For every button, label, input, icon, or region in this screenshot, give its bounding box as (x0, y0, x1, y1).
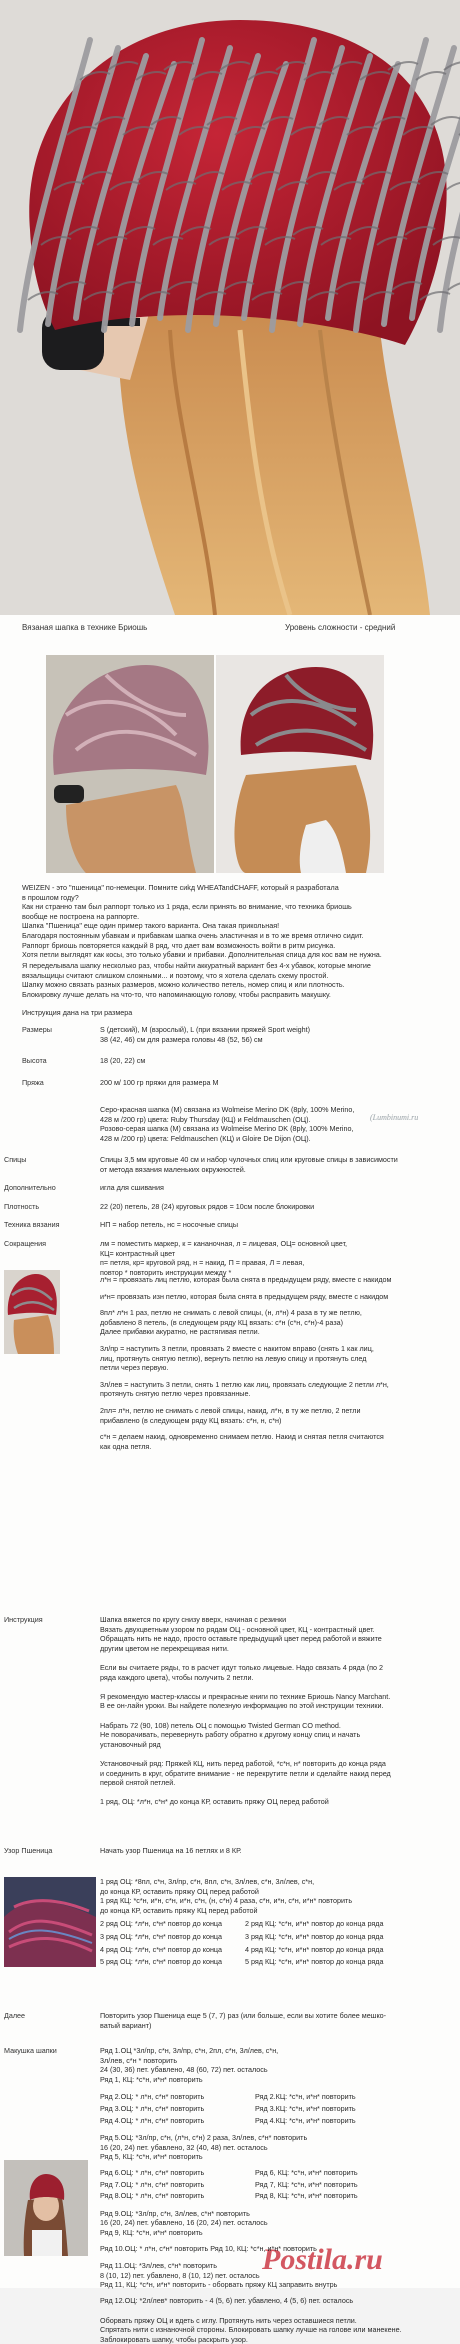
intro-line: вообще не построена на раппорте. (22, 911, 140, 921)
instr-line: первой снятой петлей. (100, 1778, 176, 1788)
instr-line: Если вы считаете ряды, то в расчет идут только лицевые. Надо связать 4 ряда (по 2 (100, 1663, 383, 1672)
hero-photo (0, 0, 460, 615)
instr-line: ряда каждого цвета), чтобы получить 2 петли. (100, 1672, 254, 1682)
instr-line: и соединить в круг, обратите внимание - не перекрутите петли и сделайте накид перед (100, 1768, 391, 1778)
hat-photo-illustration (0, 0, 460, 615)
abbrev-line: л*н = провязать лиц петлю, которая была снята в предыдущем ряду, вместе с накидом (100, 1275, 392, 1284)
photo-pattern-swatch (4, 1877, 96, 1967)
abbrev-line: петли через первую. (100, 1363, 169, 1373)
crown-line: Ряд 12.ОЦ: *2л/лев* повторить - 4 (5, 6) пет. убавлено, 4 (5, 6) пет. осталось (100, 2296, 354, 2305)
document-title: Вязаная шапка в технике Бриошь (22, 623, 148, 632)
abbrev-line: и*н= провязать изн петлю, которая была снята в предыдущем ряду, вместе с накидом (100, 1291, 389, 1301)
instr-line: Установочный ряд: Пряжей КЦ, нить перед работой, *с*н, н* повторить до конца ряда (100, 1759, 386, 1768)
intro-line: Шапка "Пшеница" еще один пример такого варианта. Она такая прикольная! (22, 921, 280, 931)
crown-line: 24 (30, 36) пет. убавлено, 48 (60, 72) пет. осталось (100, 2065, 268, 2075)
finish-line: Заблокировать шапку, чтобы раскрыть узор. (100, 2334, 248, 2344)
crown-line: Ряд 11, КЦ: *с*н, и*н* повторить - оборвать пряжу КЦ заправить внутрь (100, 2280, 338, 2290)
instr-line: В ее он-лайн уроки. Вы найдете полезную информацию по этой инструкции техники. (100, 1701, 384, 1711)
abbrev-line: 2пл= л*н, петлю не снимать с левой спицы, накид, л*н, в ту же петлю, 2 петли (100, 1406, 361, 1415)
spec-value: 22 (20) петель, 28 (24) круговых рядов = 10см после блокировки (100, 1201, 315, 1211)
pattern-row-kc: 2 ряд КЦ: *с*н, и*н* повтор до конца ряда (245, 1919, 384, 1929)
spec-value: 38 (42, 46) см для размера головы 48 (52, 56) см (100, 1034, 263, 1044)
crown-line: Ряд 9.ОЦ: *3л/пр, с*н, 3л/лев, с*н* повторить (100, 2208, 250, 2218)
abbrev-line: Далее прибавки акуратно, не растягивая петли. (100, 1327, 260, 1337)
crown-row-oc: Ряд 7.ОЦ: * л*н, с*н* повторить (100, 2179, 205, 2189)
sizes-intro: Инструкция дана на три размера (22, 1008, 133, 1017)
small-watermark: (Lumbinumi.ru (370, 1113, 419, 1122)
crown-line: 16 (20, 24) пет. убавлено, 16 (20, 24) пет. осталось (100, 2218, 268, 2228)
crown-line: 16 (20, 24) пет. убавлено, 32 (40, 48) пет. осталось (100, 2142, 268, 2152)
pattern-row-oc: 2 ряд ОЦ: *л*н, с*н* повтор до конца (100, 1919, 223, 1929)
yarn-line: Розово-серая шапка (M) связана из Wolmeise Merino DK (8ply, 100% Merino, (100, 1124, 354, 1134)
intro-line: Как ни странно там был раппорт только из 1 ряда, если принять во внимание, что техника бриошь (22, 902, 352, 912)
intro2-line: Я переделывала шапку несколько раз, чтобы найти аккуратный вариант без 4-х убавок, которые многие (22, 961, 371, 970)
crown-row-oc: Ряд 8.ОЦ: * л*н, с*н* повторить (100, 2191, 205, 2201)
spec-value: игла для сшивания (100, 1183, 164, 1193)
instr-line: Я рекомендую мастер-классы и прекрасные книги по технике Бриошь Nancy Marchant. (100, 1691, 391, 1701)
yarn-line: Серо-красная шапка (M) связана из Wolmeise Merino DK (8ply, 100% Merino, (100, 1105, 355, 1114)
crown-line: Ряд 11.ОЦ: *3л/лев, с*н* повторить (100, 2261, 217, 2271)
abbrev-line: 3л/пр = наступить 3 петли, провязать 2 вместе с накитом вправо (снять 1 как лиц, (100, 1344, 374, 1353)
difficulty-label: Уровень сложности - средний (285, 623, 396, 632)
spec-label: Спицы (4, 1155, 27, 1164)
crown-row-oc: Ряд 4.ОЦ: * л*н, с*н* повторить (100, 2115, 205, 2125)
spec-value: Спицы 3,5 мм круговые 40 см и набор чулочных спиц или круговые спицы в зависимости (100, 1155, 398, 1164)
pattern-row-oc: 3 ряд ОЦ: *л*н, с*н* повтор до конца (100, 1932, 223, 1941)
crown-line: Ряд 5, КЦ: *с*н, и*н* повторить (100, 2152, 203, 2162)
yarn-line: 428 м /200 гр) цвета: Ruby Thursday (КЦ) и Feldmauschen (ОЦ). (100, 1114, 311, 1124)
next-label: Далее (4, 2011, 26, 2020)
intro2-line: вязальщицы считают слишком сложными... и поэтому, что я хотела сделать схему простой. (22, 970, 329, 980)
yarn-line: 428 м /200 гр) цвета: Feldmauschen (КЦ) и Gloire De Dijon (ОЦ). (100, 1133, 311, 1143)
finish-line: Оборвать пряжу ОЦ и вдеть с иглу. Протянуть нить через оставшиеся петли. (100, 2315, 357, 2325)
abbrev-line: протянуть снятую петлю через провязанные. (100, 1389, 251, 1399)
pattern-line: 1 ряд ОЦ: *8пл, с*н, 3л/пр, с*н, 8пл, с*н, 3л/лев, с*н, 3л/лев, с*н, (100, 1877, 315, 1886)
pattern-line: до конца КР, оставить пряжу ОЦ перед работой (100, 1886, 259, 1896)
crown-line: 3л/лев, с*н * повторить (100, 2055, 178, 2065)
pattern-label: Узор Пшеница (4, 1846, 53, 1855)
pattern-row-oc: 4 ряд ОЦ: *л*н, с*н* повтор до конца (100, 1944, 223, 1954)
crown-line: Ряд 10.ОЦ: * л*н, с*н* повторить Ряд 10, КЦ: *с*н, и*н* повторить (100, 2243, 317, 2253)
spec-label: Пряжа (22, 1077, 44, 1087)
spec-label: Высота (22, 1056, 47, 1066)
spec-value: от метода вязания маленьких окружностей. (100, 1164, 246, 1174)
pattern-row-oc: 5 ряд ОЦ: *л*н, с*н* повтор до конца (100, 1957, 223, 1967)
crown-row-kc: Ряд 3.КЦ: *с*н, и*н* повторить (255, 2104, 356, 2113)
crown-row-kc: Ряд 8, КЦ: *с*н, и*н* повторить (255, 2191, 358, 2201)
spec-value: повтор * повторить инструкции между * (100, 1267, 232, 1277)
instr-line: Обращать нить не надо, просто оставьте предыдущий цвет перед работой и вяжите (100, 1634, 382, 1644)
spec-value: 18 (20, 22) см (100, 1056, 146, 1066)
intro-line: WEIZEN - это "пшеница" по-немецки. Помните сиkд WHEATandCHAFF, который я разработала (22, 883, 339, 892)
crown-line: Ряд 5.ОЦ: *3л/пр, с*н, (л*н, с*н) 2 раза, 3л/лев, с*н* повторить (100, 2133, 308, 2143)
pattern-row-kc: 4 ряд КЦ: *с*н, и*н* повтор до конца ряда (245, 1944, 384, 1954)
photo-red-hat (216, 655, 384, 873)
instr-line: Шапка вяжется по кругу снизу вверх, начиная с резинки (100, 1615, 287, 1624)
intro-line: Хотя петли выглядят как косы, это только убавки и прибавки. Дополнительная спица для кос вам не нужна. (22, 950, 382, 960)
abbrev-line: с*н = делаем накид, одновременно снимаем петлю. Накид и снятая петля считаются (100, 1432, 384, 1442)
crown-row-kc: Ряд 7, КЦ: *с*н, и*н* повторить (255, 2179, 358, 2189)
pattern-document (0, 615, 460, 2344)
crown-row-oc: Ряд 2.ОЦ: * л*н, с*н* повторить (100, 2092, 205, 2102)
crown-line: Ряд 1.ОЦ *3л/пр, с*н, 3л/пр, с*н, 2пл, с*н, 3л/лев, с*н, (100, 2046, 279, 2055)
crown-line: Ряд 9, КЦ: *с*н, и*н* повторить (100, 2228, 203, 2237)
finish-line: Спрятать нити с изнаночной стороны. Блокировать шапку лучше на голове или манекене. (100, 2325, 402, 2335)
abbrev-line: прибавлено (в следующем ряду КЦ вязать: с*н, н, с*н) (100, 1415, 282, 1425)
next-line: Повторить узор Пшеница еще 5 (7, 7) раз (или больше, если вы хотите более мешко- (100, 2011, 387, 2020)
postila-watermark: Postila.ru (262, 2243, 383, 2276)
spec-value: лм = поместить маркер, к = кананочная, л = лицевая, ОЦ= основной цвет, (100, 1239, 348, 1248)
crown-label: Макушка шапки (4, 2046, 57, 2055)
crown-line: 8 (10, 12) пет. убавлено, 8 (10, 12) пет. осталось (100, 2270, 260, 2280)
abbrev-line: 8пл* л*н 1 раз, петлю не снимать с левой спицы, (н, л*н) 4 раза в ту же петлю, (100, 1308, 362, 1318)
abbrev-line: добавлено 8 петель, (в следующем ряду КЦ вязать: с*н (с*н, с*н)-4 раза) (100, 1317, 344, 1327)
pattern-line: 1 ряд КЦ: *с*н, и*н, с*н, и*н, с*н, (н, с*н) 4 раза, с*н, и*н, с*н, и*н* повторить (100, 1896, 353, 1906)
crown-line: Ряд 1, КЦ: *с*н, и*н* повторить (100, 2074, 203, 2084)
intro-line: в прошлом году? (22, 892, 79, 902)
spec-value: п= петля, кр= круговой ряд, н = накид, П = правая, Л = левая, (100, 1258, 305, 1268)
instructions-label: Инструкция (4, 1615, 43, 1624)
instr-line: Набрать 72 (90, 108) петель ОЦ с помощью Twisted German CO method. (100, 1720, 341, 1730)
crown-row-oc: Ряд 6.ОЦ: * л*н, с*н* повторить (100, 2168, 205, 2177)
spec-value: НП = набор петель, нс = носочные спицы (100, 1220, 239, 1230)
photo-side-1 (4, 1270, 60, 1354)
spec-label: Техника вязания (4, 1220, 60, 1230)
instr-line: Вязать двухцветным узором по рядам ОЦ - основной цвет, КЦ - контрастный цвет. (100, 1624, 375, 1634)
spec-label: Плотность (4, 1201, 40, 1211)
abbrev-line: как одна петля. (100, 1441, 152, 1451)
intro2-line: Блокировку лучше делать на что-то, что напоминающую голову, чтобы расправить макушку. (22, 989, 331, 999)
photo-pink-hat (46, 655, 214, 873)
spec-label: Размеры (22, 1025, 52, 1034)
instr-line: 1 ряд, ОЦ: *л*н, с*н* до конца КР, оставить пряжу ОЦ перед работой (100, 1797, 329, 1807)
spec-value: 200 м/ 100 гр пряжи для размера M (100, 1077, 219, 1087)
abbrev-line: 3л/лев = наступить 3 петли, снять 1 петлю как лиц, провязать следующие 2 петли л*н, (100, 1379, 389, 1389)
pattern-intro: Начать узор Пшеница на 16 петлях и 8 КР. (100, 1846, 242, 1855)
pattern-row-kc: 3 ряд КЦ: *с*н, и*н* повтор до конца ряда (245, 1932, 384, 1941)
abbrev-line: лиц, протянуть снятую петлю), вернуть петлю на левую спицу и протянуть след (100, 1353, 367, 1363)
pattern-row-kc: 5 ряд КЦ: *с*н, и*н* повтор до конца ряда (245, 1957, 384, 1967)
next-line: ватый вариант) (100, 2020, 152, 2030)
crown-row-kc: Ряд 2.КЦ: *с*н, и*н* повторить (255, 2092, 356, 2102)
instr-line: другим цветом не перекрещивая нити. (100, 1643, 229, 1653)
spec-value: S (детский), M (взрослый), L (при вязании пряжей Sport weight) (100, 1025, 311, 1034)
pattern-line: до конца КР, оставить пряжу КЦ перед работой (100, 1905, 258, 1915)
spec-label: Дополнительно (4, 1183, 56, 1193)
crown-row-kc: Ряд 6, КЦ: *с*н, и*н* повторить (255, 2168, 358, 2177)
photo-side-2 (4, 2160, 88, 2256)
spec-label: Сокращения (4, 1239, 47, 1248)
instr-line: Не поворачивать, перевернуть работу обратно к другому концу спиц и начать (100, 1730, 361, 1740)
intro-line: Раппорт бриошь повторяется каждый 8 ряд, что дает вам возможность войти в ритм рисунка. (22, 940, 336, 950)
spec-value: КЦ= контрастный цвет (100, 1248, 176, 1258)
intro2-line: Шапку можно связать разных размеров, можно количество петель, номер спиц и или плотность. (22, 980, 345, 990)
intro-line: Благодаря постоянным убавкам и прибавкам шапка очень эластичная и в то же время отлично сидит. (22, 931, 364, 940)
instr-line: установочный ряд (100, 1739, 161, 1749)
crown-row-oc: Ряд 3.ОЦ: * л*н, с*н* повторить (100, 2104, 205, 2113)
crown-row-kc: Ряд 4.КЦ: *с*н, и*н* повторить (255, 2115, 356, 2125)
